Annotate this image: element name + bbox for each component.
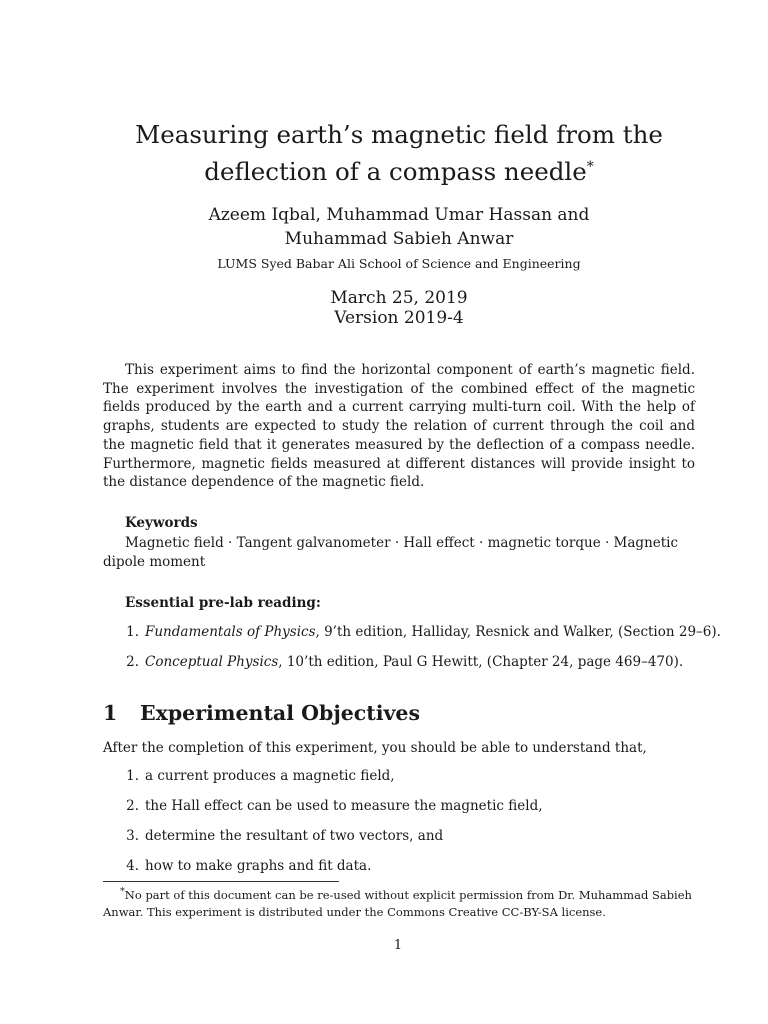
list-item-number: 2. <box>126 798 139 814</box>
keywords-text: Magnetic field · Tangent galvanometer · Hall effect · magnetic torque · Magnetic dipole moment <box>103 535 679 570</box>
affiliation: LUMS Syed Babar Ali School of Science and Engineering <box>217 256 581 271</box>
footnote-text: No part of this document can be re-used without explicit permission from Dr. Muhammad Sabieh Anwar. This experiment is distributed under the Commons Creative CC-BY-SA license. <box>103 887 692 919</box>
book-title: Fundamentals of Physics <box>145 624 316 640</box>
list-item-number: 4. <box>126 858 139 874</box>
list-item <box>119 798 543 814</box>
section-heading <box>103 701 420 725</box>
list-item-text: how to make graphs and fit data. <box>145 858 372 874</box>
book-details: , 10’th edition, Paul G Hewitt, (Chapter 24, page 469–470). <box>278 654 684 670</box>
title-text: Measuring earth’s magnetic field from the deflection of a compass needle <box>135 120 663 187</box>
author-list <box>100 203 698 251</box>
abstract-paragraph: This experiment aims to find the horizontal component of earth’s magnetic field. The experiment involves the investigation of the combined effect of the magnetic fields produced by the earth and a current carrying multi-turn coil. With the help of graphs, students are expected to study the relation of current through the coil and the magnetic field that it generates measured by the deflection of a compass needle. Furthermore, magnetic fields measured at different distances will provide insight to the distance dependence of the magnetic field. <box>103 362 695 491</box>
list-item <box>119 624 721 640</box>
footnote-mark: * <box>120 886 125 897</box>
keywords-heading: Keywords <box>125 515 198 531</box>
list-item-text: the Hall effect can be used to measure the magnetic field, <box>145 798 543 814</box>
list-item <box>119 768 395 784</box>
authors-line-2: Muhammad Sabieh Anwar <box>284 229 514 249</box>
title-footnote-mark: * <box>586 159 594 175</box>
list-item-number: 1. <box>126 768 139 784</box>
list-item <box>119 858 371 874</box>
list-item-text: determine the resultant of two vectors, and <box>145 828 444 844</box>
book-title: Conceptual Physics <box>145 654 279 670</box>
footnote-divider <box>103 881 339 882</box>
paper-title <box>90 118 708 188</box>
publication-date: March 25, 2019 <box>330 288 468 308</box>
list-item <box>119 828 443 844</box>
version-label: Version 2019-4 <box>334 308 464 328</box>
list-item-text: a current produces a magnetic field, <box>145 768 395 784</box>
book-details: , 9’th edition, Halliday, Resnick and Walker, (Section 29–6). <box>315 624 721 640</box>
page-number: 1 <box>393 938 403 953</box>
list-item <box>119 654 683 670</box>
list-item-number: 3. <box>126 828 139 844</box>
section-intro: After the completion of this experiment, you should be able to understand that, <box>103 740 647 756</box>
list-item-number: 1. <box>126 624 139 640</box>
authors-line-1: Azeem Iqbal, Muhammad Umar Hassan and <box>208 205 590 225</box>
section-number: 1 <box>103 701 118 725</box>
footnote <box>103 883 699 921</box>
date-block <box>100 288 698 328</box>
section-title: Experimental Objectives <box>140 701 421 725</box>
list-item-number: 2. <box>126 654 139 670</box>
prelab-heading: Essential pre-lab reading: <box>125 595 321 611</box>
